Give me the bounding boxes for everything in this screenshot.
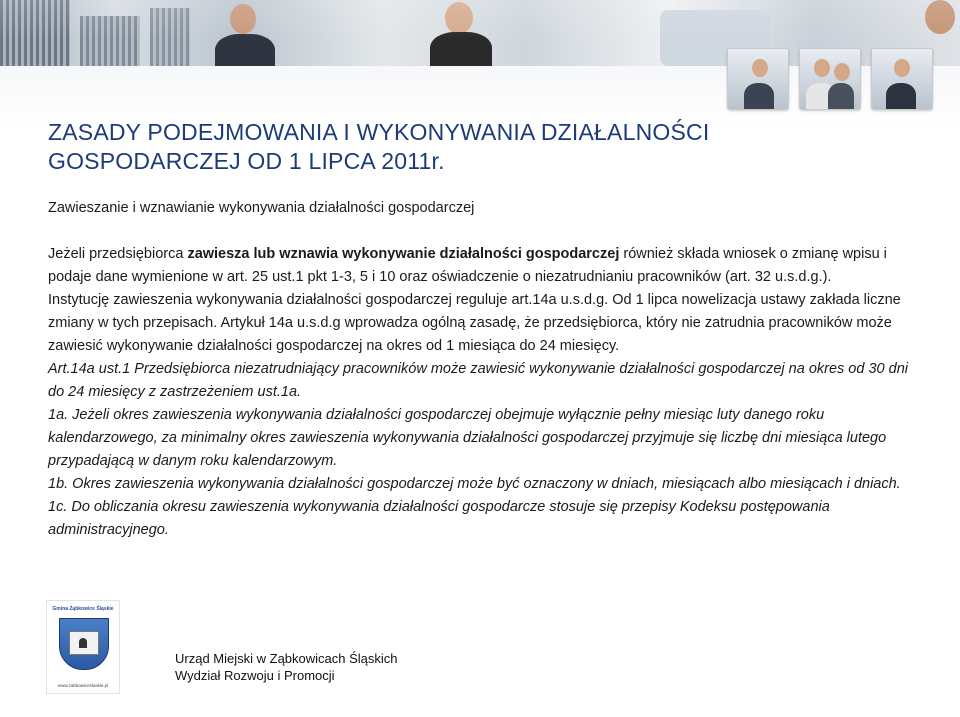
paragraph-regulation: Instytucję zawieszenia wykonywania działalności gospodarczej reguluje art.14a u.s.d.g. Od 1 lipca nowelizacja ustawy zakłada liczne zmiany w tych przepisach. Artykuł 14a u.s.d.g wprowadza ogólną zasadę, że przedsiębiorca, który nie zatrudnia pracowników może zawiesić wykonywanie działalności gospodarczej na okres od 1 miesiąca do 24 miesięcy. bbox=[48, 292, 901, 354]
section-heading: Zawieszanie i wznawianie wykonywania działalności gospodarczej bbox=[48, 200, 475, 216]
footer-office: Urząd Miejski w Ząbkowicach Śląskich bbox=[175, 651, 398, 666]
paragraph-1c: 1c. Do obliczania okresu zawieszenia wykonywania działalności gospodarcze stosuje się przepisy Kodeksu postępowania administracyjnego. bbox=[48, 499, 830, 538]
municipality-crest-logo bbox=[46, 600, 120, 694]
castle-icon bbox=[69, 631, 99, 655]
crest-url: www.zabkowiceslaskie.pl bbox=[57, 683, 109, 688]
business-photo-3 bbox=[871, 48, 933, 110]
crest-caption: Gmina Ząbkowice Śląskie bbox=[52, 606, 114, 612]
document-body bbox=[48, 243, 928, 542]
text-run: również składa wniosek o zmianę wpisu i podaje dane wymienione w art. 25 ust.1 pkt 1-3, 5 i 10 oraz oświadczenie o niezatrudnianiu pracowników (art. 32 u.s.d.g.). bbox=[48, 246, 887, 285]
footer-info bbox=[175, 650, 398, 684]
business-photo-1 bbox=[727, 48, 789, 110]
page-title: ZASADY PODEJMOWANIA I WYKONYWANIA DZIAŁALNOŚCI GOSPODARCZEJ OD 1 LIPCA 2011r. bbox=[48, 119, 710, 174]
business-photo-2 bbox=[799, 48, 861, 110]
footer-department: Wydział Rozwoju i Promocji bbox=[175, 668, 335, 683]
paragraph-intro bbox=[48, 243, 928, 289]
paragraph-1b: 1b. Okres zawieszenia wykonywania działalności gospodarczej może być oznaczony w dniach, miesiącach albo miesiącach i dniach. bbox=[48, 476, 901, 492]
text-run: Jeżeli przedsiębiorca bbox=[48, 246, 188, 262]
photo-thumbnails bbox=[727, 48, 933, 110]
paragraph-art14a-ust1: Art.14a ust.1 Przedsiębiorca niezatrudniający pracowników może zawiesić wykonywanie działalności gospodarczej na okres od 30 dni do 24 miesięcy z zastrzeżeniem ust.1a. bbox=[48, 361, 908, 400]
paragraph-1a: 1a. Jeżeli okres zawieszenia wykonywania działalności gospodarczej obejmuje wyłącznie pełny miesiąc luty danego roku kalendarzowego, za minimalny okres zawieszenia wykonywania działalności gospodarczej przyjmuje się liczbę dni miesiąca lutego przypadającą w danym roku kalendarzowym. bbox=[48, 407, 887, 469]
bold-text: zawiesza lub wznawia wykonywanie działalności gospodarczej bbox=[187, 246, 620, 262]
